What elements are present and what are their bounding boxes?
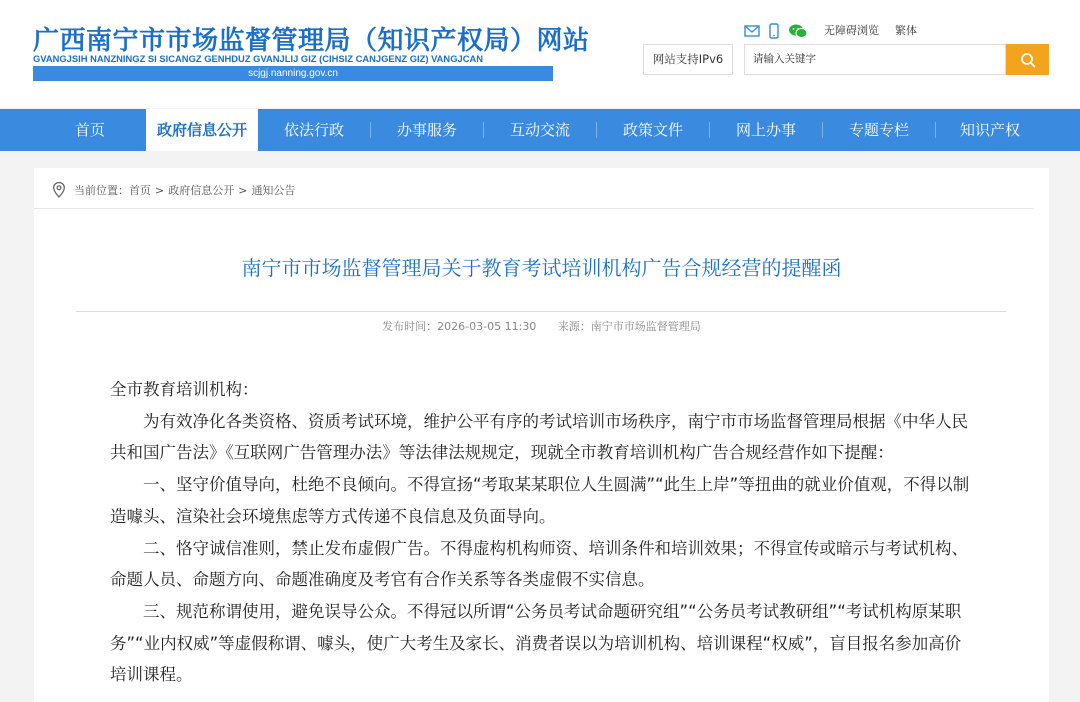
- paragraph: 二、恪守诚信准则，禁止发布虚假广告。不得虚构机构师资、培训条件和培训效果；不得宣传或暗示与考试机构、命题人员、命题方向、命题准确度及考官有合作关系等各类虚假不实信息。: [110, 538, 968, 590]
- paragraph: 为有效净化各类资格、资质考试环境，维护公平有序的考试培训市场秩序，南宁市市场监督管理局根据《中华人民共和国广告法》《互联网广告管理办法》等法律法规规定，现就全市教育培训机构广告合规经营作如下提醒：: [110, 411, 968, 463]
- breadcrumb-prefix: 当前位置：: [74, 184, 129, 197]
- search-icon: [1020, 52, 1036, 68]
- search-input[interactable]: 请输入关键字: [744, 44, 1006, 75]
- nav-item-gov-info[interactable]: 政府信息公开: [146, 109, 258, 151]
- site-subtitle: GVANGJSIH NANZNINGZ SI SICANGZ GENHDUZ GVANJLIJ GIZ (CIHSIZ CANJGENZ GIZ) VANGJCAN: [33, 53, 484, 64]
- article-source: 来源：南宁市市场监督管理局: [557, 320, 701, 333]
- nav-item-services[interactable]: 办事服务: [396, 121, 457, 139]
- wechat-icon[interactable]: [788, 23, 808, 37]
- article-title: 南宁市市场监督管理局关于教育考试培训机构广告合规经营的提醒函: [241, 256, 842, 280]
- nav-item-interaction[interactable]: 互动交流: [509, 121, 570, 139]
- site-header: [0, 0, 1080, 108]
- paragraph: 三、规范称谓使用，避免误导公众。不得冠以所谓“公务员考试命题研究组”“公务员考试教研组”“考试机构原某职务”“业内权威”等虚假称谓、噱头，使广大考生及家长、消费者误以为培训机构、培训课程“权威”，盲目报名参加高价培训课程。: [110, 601, 962, 685]
- nav-item-ip[interactable]: 知识产权: [959, 121, 1020, 139]
- mobile-icon[interactable]: [766, 23, 782, 37]
- breadcrumb: 当前位置： 首页 > 政府信息公开 > 通知公告: [50, 180, 295, 200]
- traditional-chinese-link[interactable]: 繁体: [895, 24, 917, 37]
- nav-item-policy[interactable]: 政策文件: [622, 121, 683, 139]
- accessibility-link[interactable]: 无障碍浏览: [824, 24, 879, 37]
- nav-item-home[interactable]: 首页: [74, 121, 105, 139]
- ipv6-badge: 网站支持IPv6: [643, 44, 733, 75]
- main-nav: [0, 109, 1080, 151]
- search-button[interactable]: [1006, 44, 1049, 75]
- mail-icon[interactable]: [744, 23, 760, 37]
- location-pin-icon: [50, 181, 68, 199]
- meta-divider: [76, 311, 1006, 312]
- article-body: [110, 374, 976, 691]
- breadcrumb-item-notices[interactable]: 通知公告: [251, 184, 296, 197]
- top-tools: [744, 22, 917, 38]
- content-panel: [34, 168, 1049, 702]
- nav-item-topics[interactable]: 专题专栏: [848, 121, 909, 139]
- article-meta: [34, 318, 1049, 334]
- nav-item-online[interactable]: 网上办事: [735, 121, 796, 139]
- site-title[interactable]: 广西南宁市市场监督管理局（知识产权局）网站: [33, 26, 590, 56]
- salutation: 全市教育培训机构：: [110, 380, 259, 399]
- site-domain: scjgj.nanning.gov.cn: [33, 66, 553, 81]
- paragraph: 一、坚守价值导向，杜绝不良倾向。不得宣扬“考取某某职位人生圆满”“此生上岸”等扭曲的就业价值观，不得以制造噱头、渲染社会环境焦虑等方式传递不良信息及负面导向。: [110, 475, 970, 526]
- breadcrumb-divider: [34, 208, 1033, 209]
- breadcrumb-item-home[interactable]: 首页: [129, 184, 151, 197]
- publish-time: 发布时间：2026-03-05 11:30: [382, 320, 537, 333]
- nav-item-law[interactable]: 依法行政: [283, 121, 344, 139]
- breadcrumb-item-gov-info[interactable]: 政府信息公开: [168, 184, 235, 197]
